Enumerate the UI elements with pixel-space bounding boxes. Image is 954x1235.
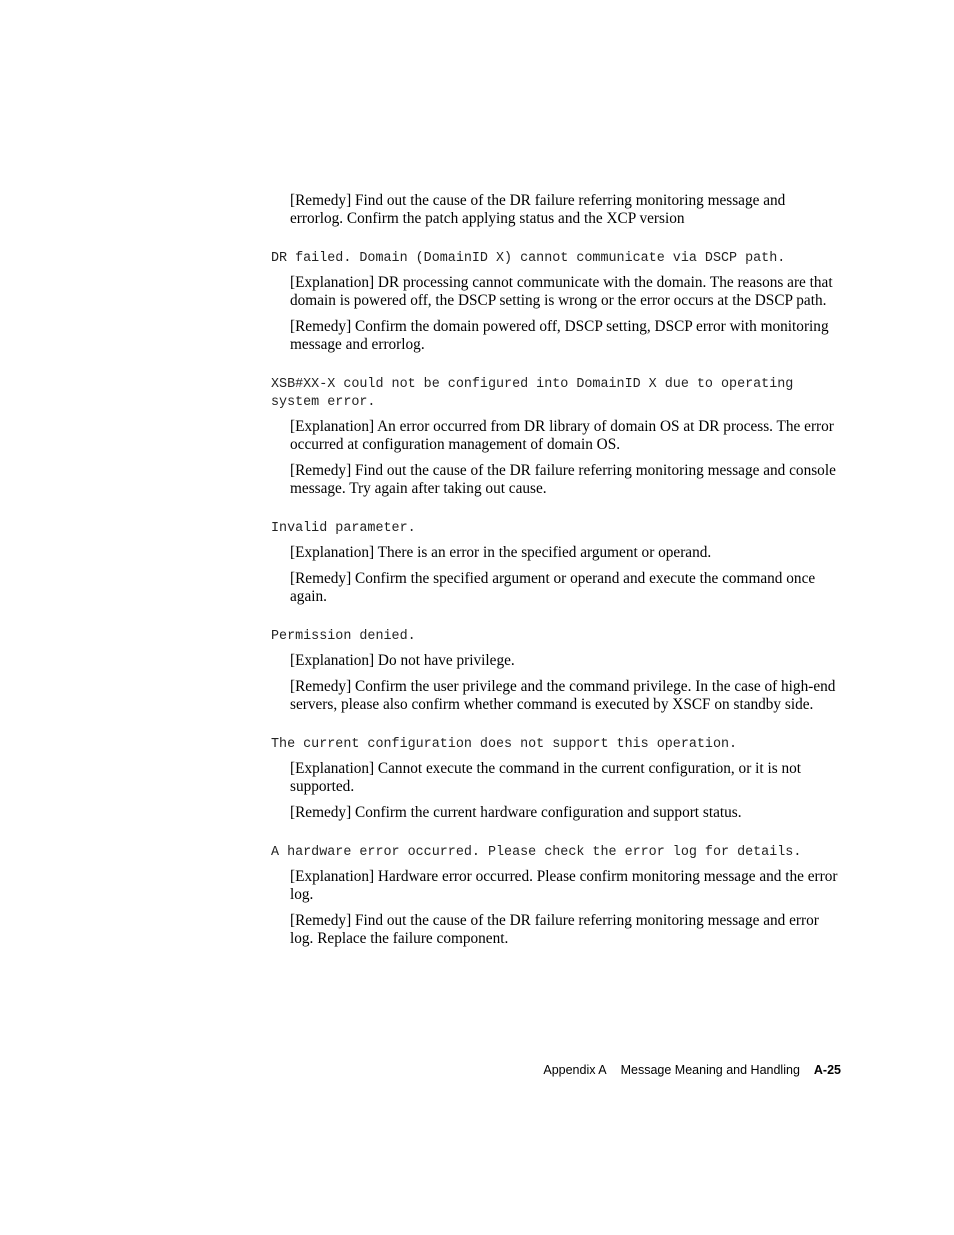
message-text: Invalid parameter. — [271, 521, 416, 536]
explanation-text: [Explanation] Hardware error occurred. Please confirm monitoring message and the error log. — [290, 868, 838, 903]
explanation-text: [Explanation] DR processing cannot communicate with the domain. The reasons are that domain is powered off, the DSCP setting is wrong or the error occurs at the DSCP path. — [290, 274, 833, 309]
message-entry — [271, 376, 841, 498]
message-text: A hardware error occurred. Please check the error log for details. — [271, 845, 802, 860]
message-text: The current configuration does not support this operation. — [271, 737, 738, 752]
remedy-text: [Remedy] Find out the cause of the DR failure referring monitoring message and error log. Replace the failure component. — [290, 912, 819, 947]
message-entry — [271, 736, 841, 822]
explanation-text: [Explanation] Do not have privilege. — [290, 652, 515, 669]
message-text: Permission denied. — [271, 629, 416, 644]
remedy-text: [Remedy] Confirm the domain powered off, DSCP setting, DSCP error with monitoring message and errorlog. — [290, 318, 829, 353]
footer-section-title: Message Meaning and Handling — [620, 1063, 800, 1077]
remedy-text: [Remedy] Confirm the current hardware configuration and support status. — [290, 804, 742, 821]
intro-block — [271, 192, 841, 228]
remedy-text: [Remedy] Find out the cause of the DR failure referring monitoring message and errorlog. Confirm the patch applying status and the XCP version — [290, 192, 786, 227]
message-entry — [271, 520, 841, 606]
message-entry — [271, 628, 841, 714]
explanation-text: [Explanation] There is an error in the specified argument or operand. — [290, 544, 712, 561]
remedy-text: [Remedy] Confirm the user privilege and the command privilege. In the case of high-end servers, please also confirm whether command is executed by XSCF on standby side. — [290, 678, 836, 713]
page-footer — [543, 1063, 841, 1077]
remedy-text: [Remedy] Find out the cause of the DR failure referring monitoring message and console message. Try again after taking out cause. — [290, 462, 836, 497]
footer-appendix: Appendix A — [543, 1063, 607, 1077]
explanation-text: [Explanation] An error occurred from DR library of domain OS at DR process. The error occurred at configuration management of domain OS. — [290, 418, 834, 453]
message-entry — [271, 844, 841, 948]
page-number: A-25 — [813, 1063, 841, 1077]
message-text: DR failed. Domain (DomainID X) cannot communicate via DSCP path. — [271, 251, 786, 266]
message-text: XSB#XX-X could not be configured into DomainID X due to operating system error. — [271, 377, 794, 410]
remedy-text: [Remedy] Confirm the specified argument or operand and execute the command once again. — [290, 570, 816, 605]
page-content — [271, 192, 841, 956]
explanation-text: [Explanation] Cannot execute the command in the current configuration, or it is not supported. — [290, 760, 802, 795]
message-entry — [271, 250, 841, 354]
